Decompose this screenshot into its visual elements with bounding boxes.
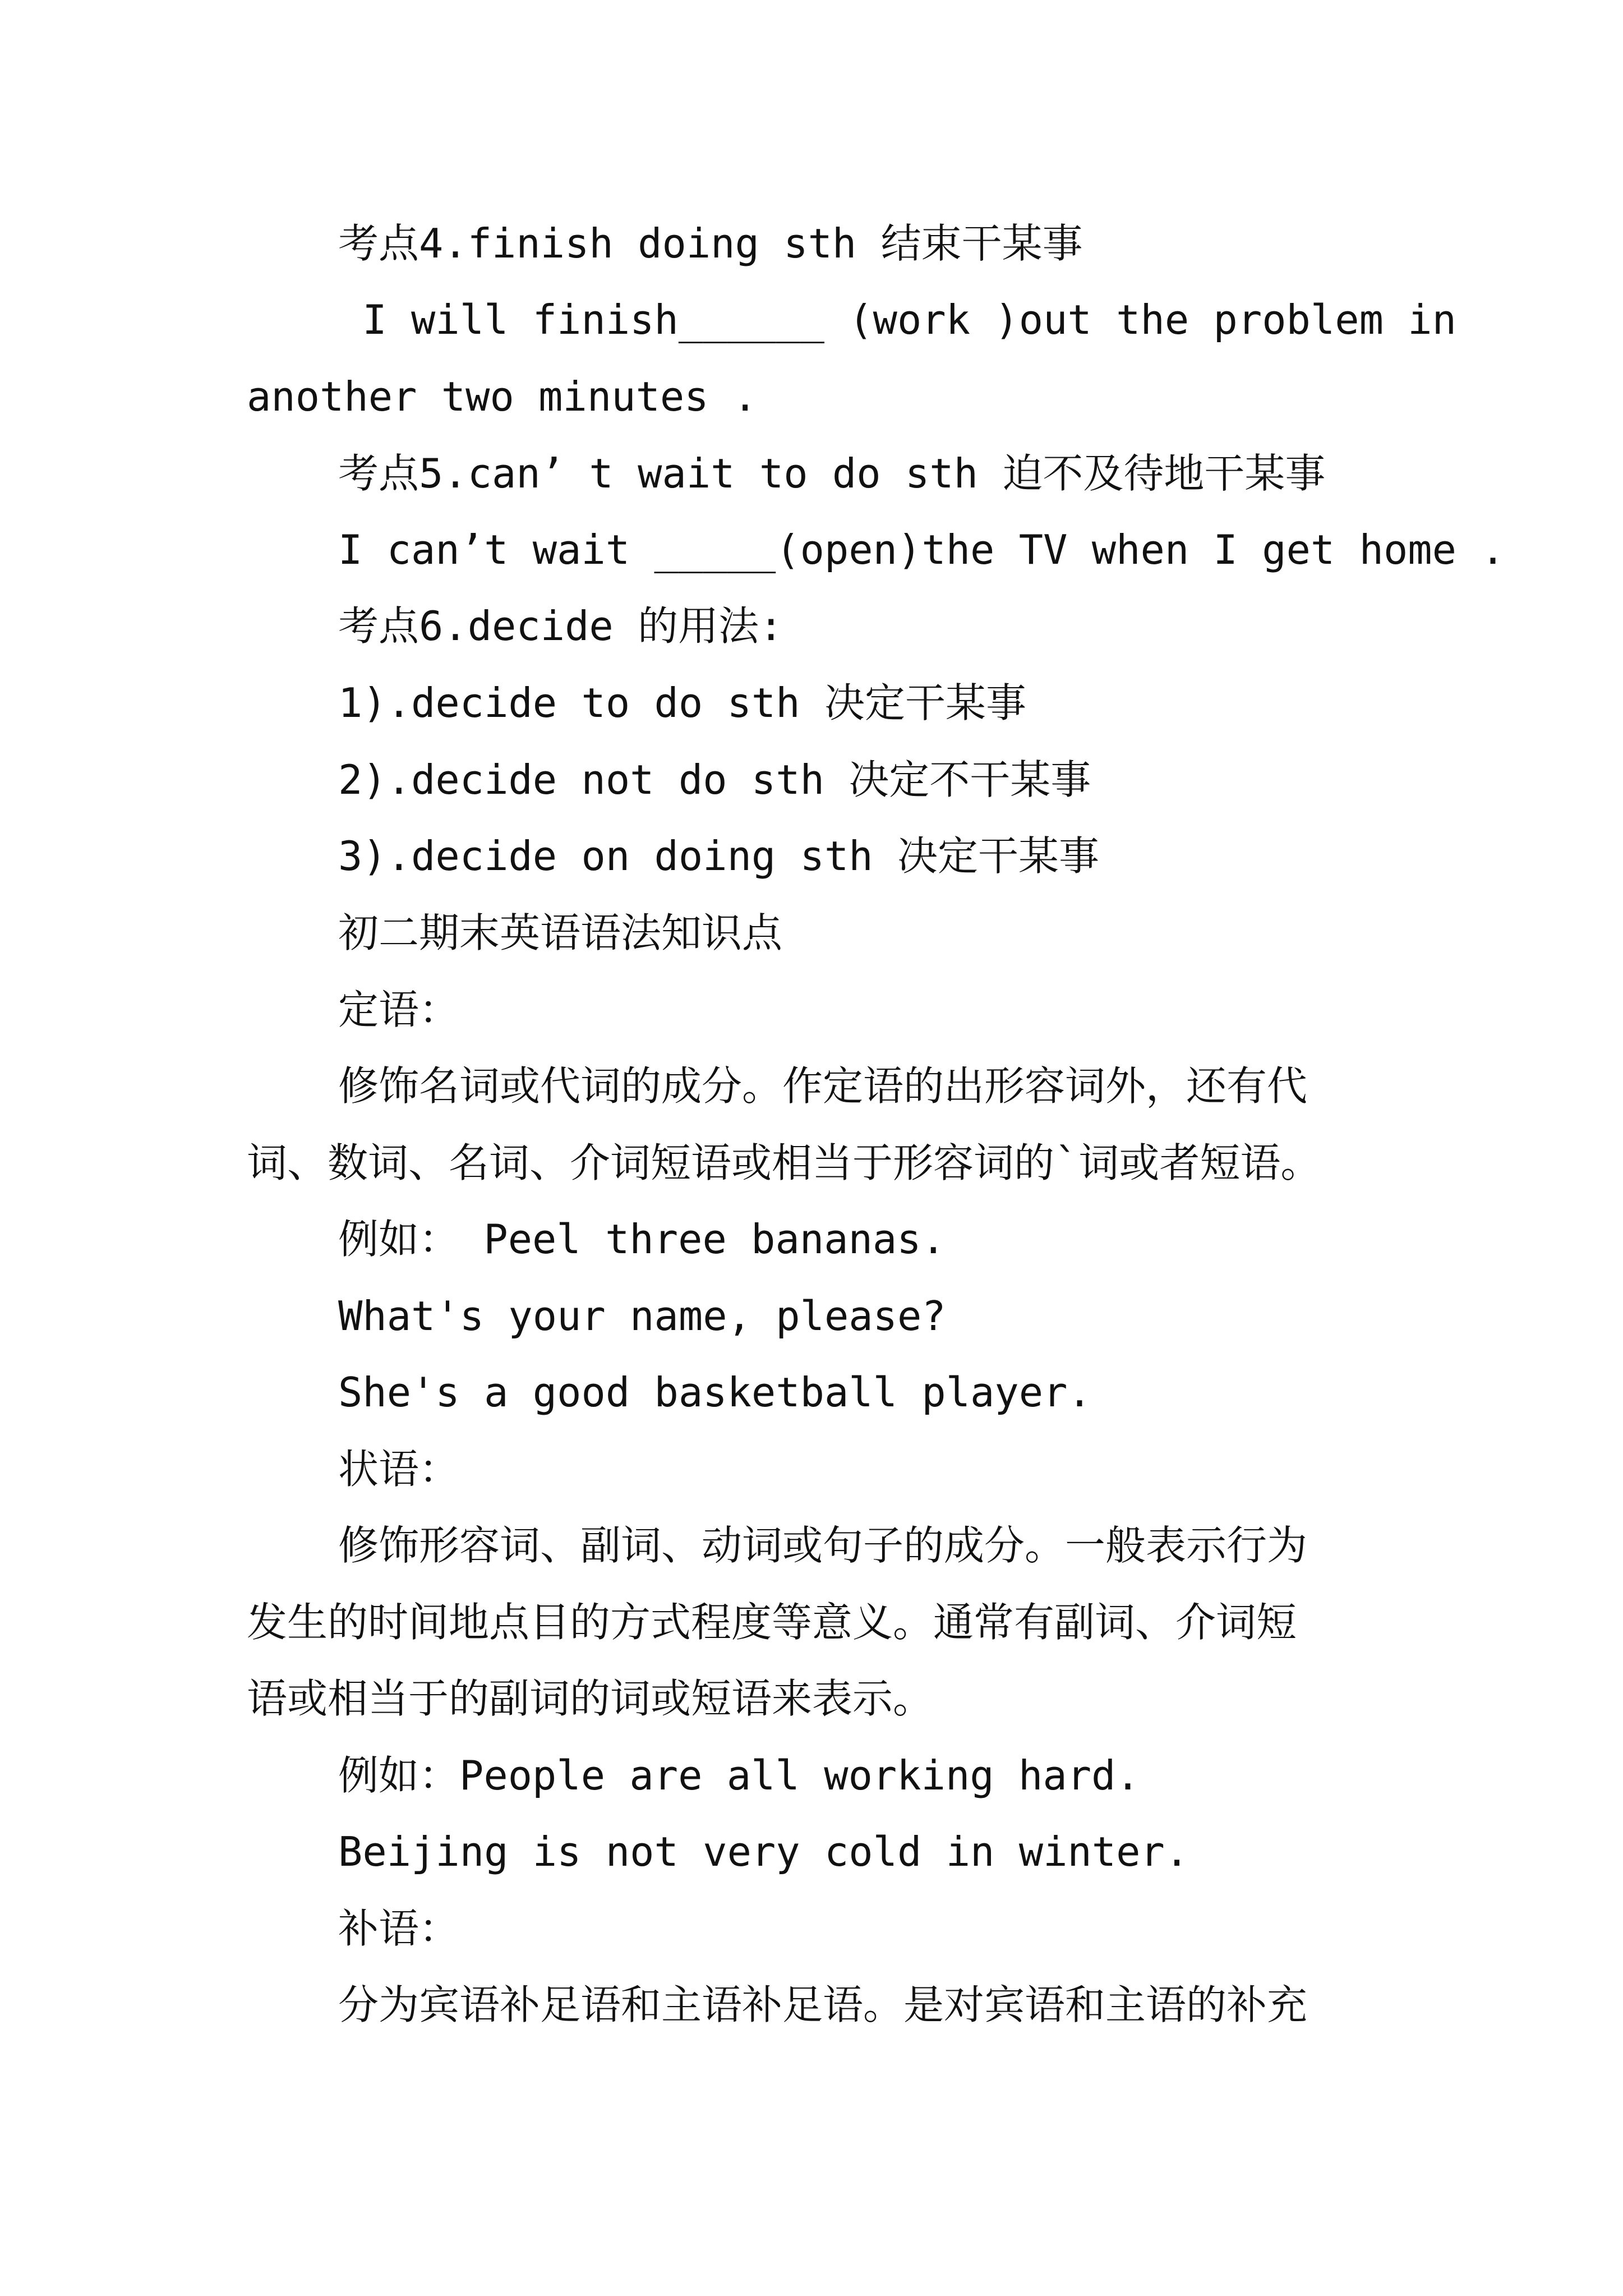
example-line: What's your name, please? (338, 1292, 946, 1340)
paragraph-line: 修饰形容词、副词、动词或句子的成分。一般表示行为 (338, 1522, 1308, 1569)
usage-item: 3).decide on doing sth 决定干某事 (338, 832, 1099, 880)
paragraph-line: 修饰名词或代词的成分。作定语的出形容词外，还有代 (338, 1062, 1308, 1110)
heading-point-6: 考点6.decide 的用法: (338, 602, 783, 650)
subheading-adverbial: 状语： (338, 1446, 460, 1493)
example-line: Beijing is not very cold in winter. (338, 1828, 1189, 1875)
subheading-complement: 补语： (338, 1905, 460, 1952)
example-line: She's a good basketball player. (338, 1369, 1092, 1416)
paragraph-line: 发生的时间地点目的方式程度等意义。通常有副词、介词短 (247, 1599, 1297, 1646)
example-line: 例如：People are all working hard. (338, 1752, 1140, 1799)
usage-item: 1).decide to do sth 决定干某事 (338, 679, 1026, 726)
section-title: 初二期末英语语法知识点 (338, 909, 783, 956)
exercise-line: I will finish______ (work )out the problem in (338, 296, 1456, 343)
usage-item: 2).decide not do sth 决定不干某事 (338, 756, 1091, 803)
example-line: 例如： Peel three bananas. (338, 1216, 946, 1263)
paragraph-line: 分为宾语补足语和主语补足语。是对宾语和主语的补充 (338, 1981, 1308, 2028)
subheading-attributive: 定语： (338, 986, 460, 1033)
exercise-line: I can’t wait _____(open)the TV when I get home . (338, 526, 1505, 573)
paragraph-line: 词、数词、名词、介词短语或相当于形容词的`词或者短语。 (247, 1139, 1321, 1186)
exercise-line-cont: another two minutes . (247, 373, 758, 420)
heading-point-4: 考点4.finish doing sth 结束干某事 (338, 220, 1083, 267)
paragraph-line: 语或相当于的副词的词或短语来表示。 (247, 1675, 934, 1722)
heading-point-5: 考点5.can’ t wait to do sth 迫不及待地干某事 (338, 450, 1326, 497)
